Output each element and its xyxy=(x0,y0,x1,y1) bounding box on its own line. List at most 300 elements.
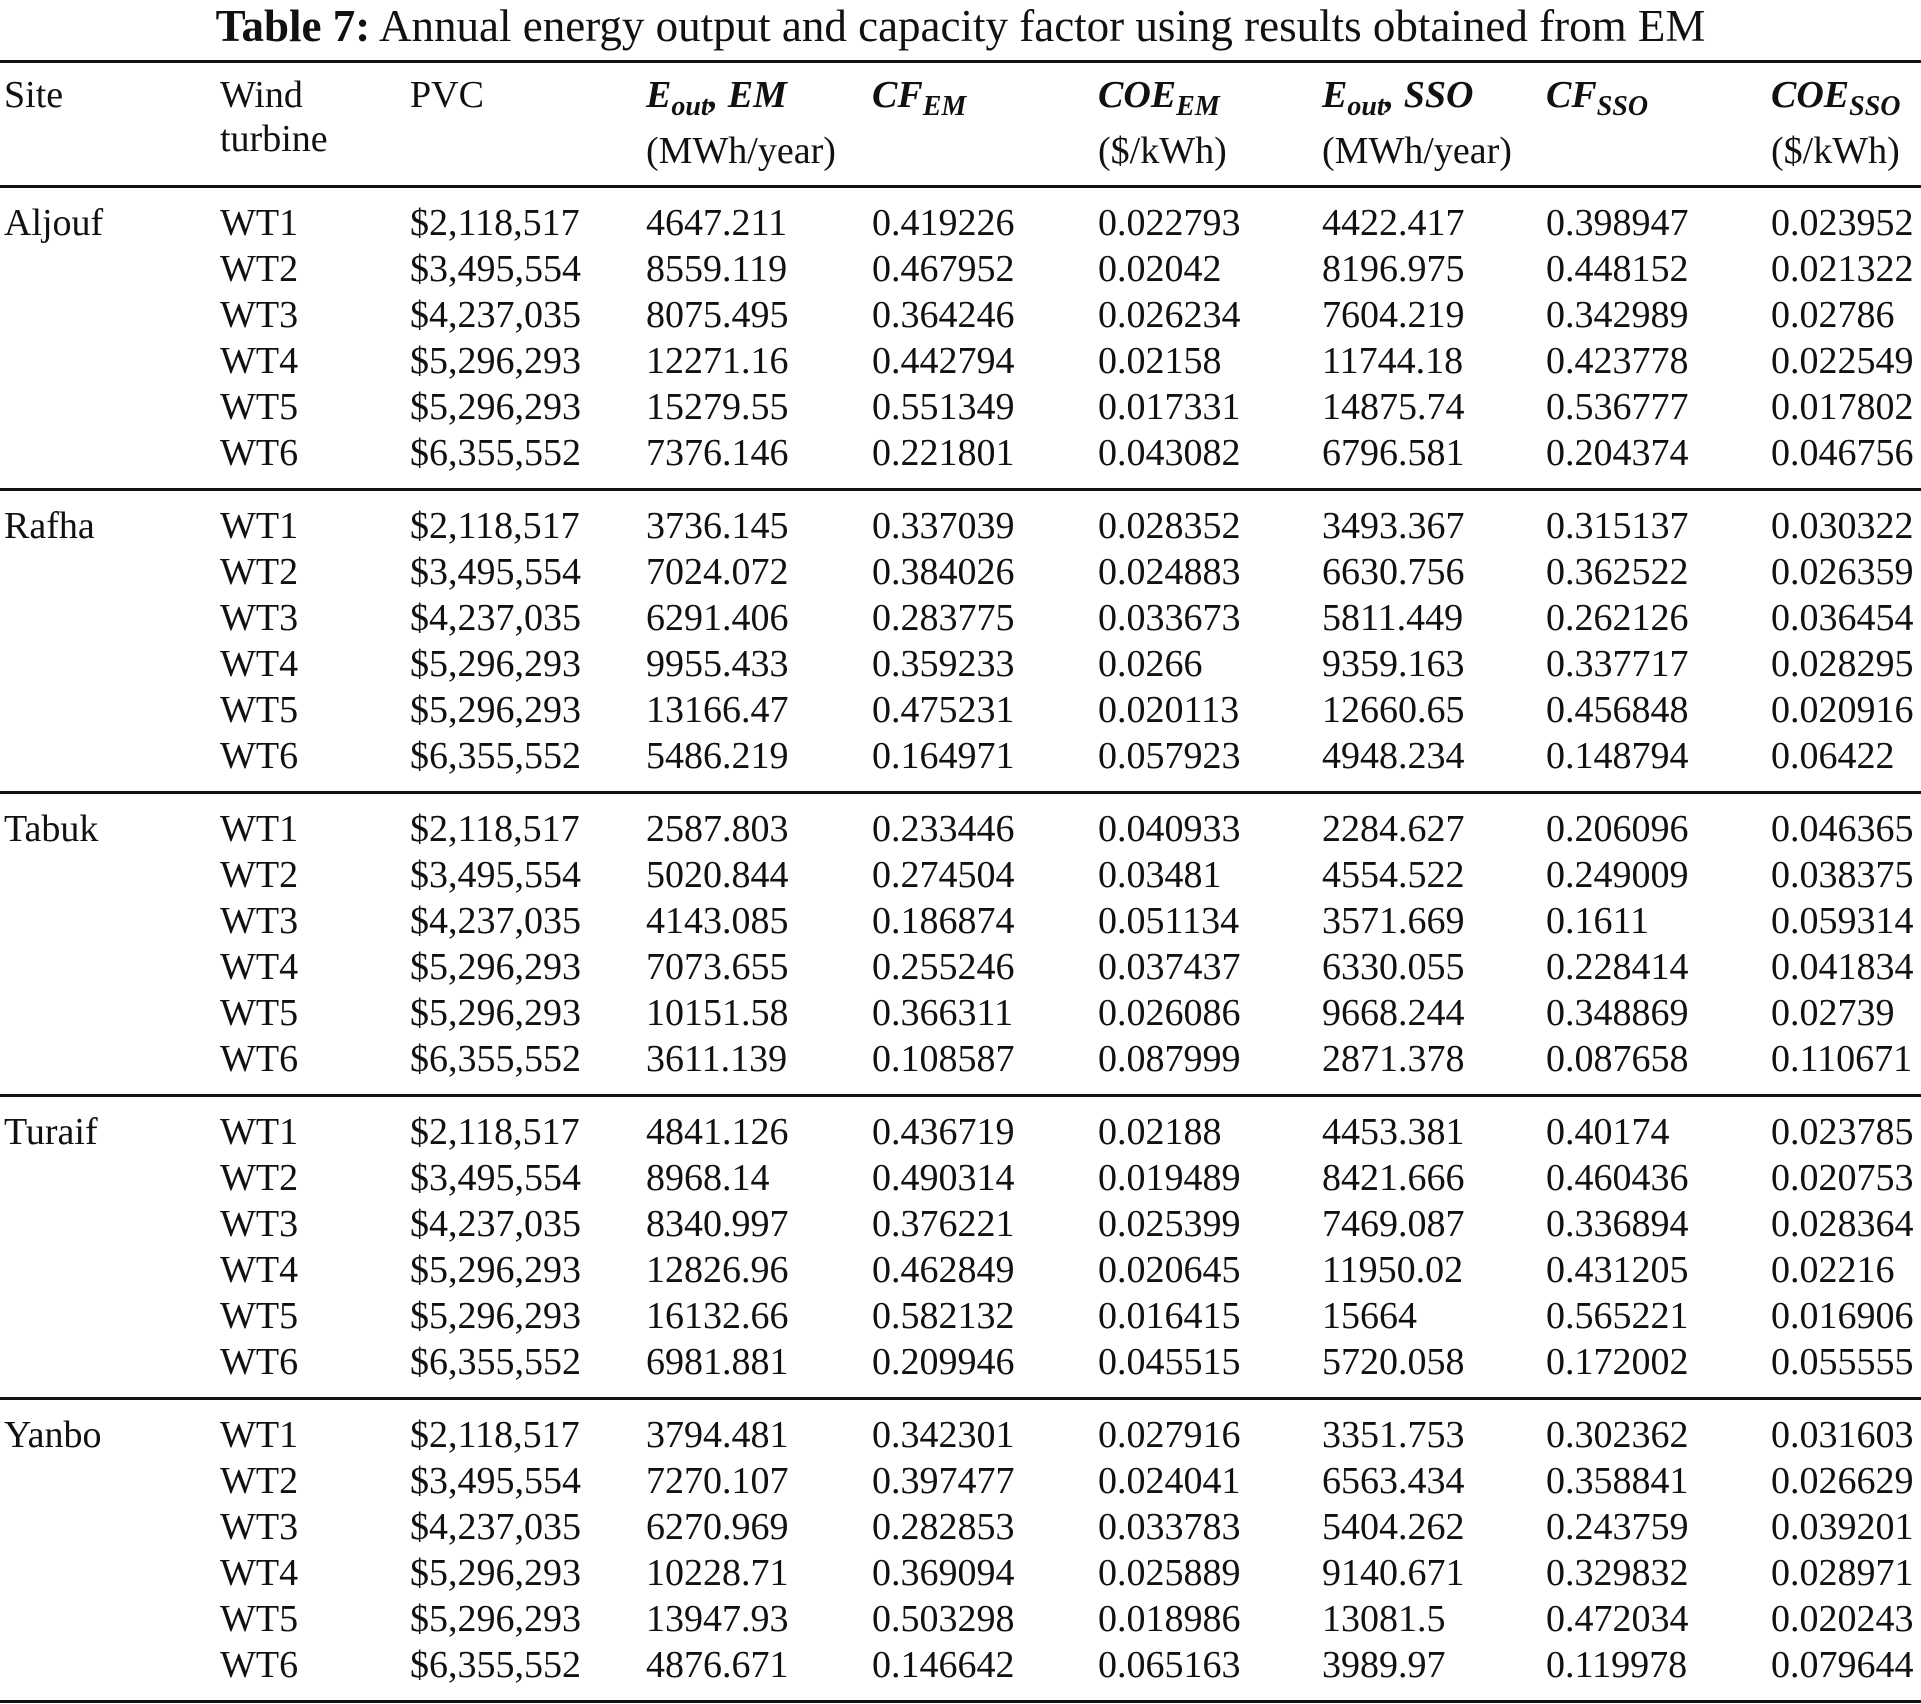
cell-coe-sso: 0.055555 xyxy=(1771,1341,1914,1383)
site-cell xyxy=(0,1550,216,1596)
cell-eout-sso: 5811.449 xyxy=(1322,597,1464,639)
cell-wind-turbine: WT5 xyxy=(220,992,299,1034)
table-row xyxy=(0,1458,1921,1504)
cell-wind-turbine: WT1 xyxy=(220,505,299,547)
cell-coe-sso: 0.028971 xyxy=(1771,1552,1914,1594)
table-row xyxy=(0,549,1921,595)
cell-coe-sso: 0.026629 xyxy=(1771,1460,1914,1502)
table-row xyxy=(0,944,1921,990)
cell-coe-em: 0.02188 xyxy=(1098,1111,1222,1153)
cell-cf-sso: 0.249009 xyxy=(1546,854,1689,896)
table-row xyxy=(0,1504,1921,1550)
cell-pvc: $3,495,554 xyxy=(410,1460,581,1502)
site-cell xyxy=(0,1596,216,1642)
cell-eout-em: 2587.803 xyxy=(646,808,789,850)
table-row xyxy=(0,641,1921,687)
cell-coe-sso: 0.039201 xyxy=(1771,1506,1914,1548)
table-header xyxy=(0,62,1921,187)
cell-eout-sso: 14875.74 xyxy=(1322,386,1465,428)
header-eout-em: $E_{out}$, EM (MWh/year) xyxy=(646,74,836,172)
table-row xyxy=(0,687,1921,733)
cell-cf-em: 0.503298 xyxy=(872,1598,1015,1640)
table-row xyxy=(0,1339,1921,1399)
cell-wind-turbine: WT3 xyxy=(220,597,299,639)
cell-coe-sso: 0.06422 xyxy=(1771,735,1895,777)
cell-wind-turbine: WT6 xyxy=(220,735,299,777)
cell-cf-em: 0.366311 xyxy=(872,992,1014,1034)
cell-pvc: $4,237,035 xyxy=(410,597,581,639)
table-row xyxy=(0,246,1921,292)
table-row xyxy=(0,1155,1921,1201)
site-cell xyxy=(0,641,216,687)
cell-eout-em: 10228.71 xyxy=(646,1552,789,1594)
cell-cf-sso: 0.243759 xyxy=(1546,1506,1689,1548)
cell-pvc: $4,237,035 xyxy=(410,1203,581,1245)
cell-wind-turbine: WT4 xyxy=(220,643,299,685)
cell-wind-turbine: WT2 xyxy=(220,248,299,290)
cell-pvc: $5,296,293 xyxy=(410,340,581,382)
cell-wind-turbine: WT1 xyxy=(220,1414,299,1456)
cell-coe-em: 0.028352 xyxy=(1098,505,1241,547)
cell-coe-em: 0.024883 xyxy=(1098,551,1241,593)
cell-cf-sso: 0.342989 xyxy=(1546,294,1689,336)
site-cell xyxy=(0,292,216,338)
table-row xyxy=(0,1399,1921,1459)
table-caption xyxy=(0,0,1921,52)
cell-coe-em: 0.037437 xyxy=(1098,946,1241,988)
cell-eout-em: 8340.997 xyxy=(646,1203,789,1245)
cell-eout-em: 12271.16 xyxy=(646,340,789,382)
cell-wind-turbine: WT3 xyxy=(220,900,299,942)
cell-eout-em: 5020.844 xyxy=(646,854,789,896)
cell-coe-sso: 0.020753 xyxy=(1771,1157,1914,1199)
cell-pvc: $2,118,517 xyxy=(410,1111,580,1153)
cell-coe-em: 0.0266 xyxy=(1098,643,1203,685)
cell-eout-sso: 3493.367 xyxy=(1322,505,1465,547)
cell-wind-turbine: WT4 xyxy=(220,1249,299,1291)
header-row xyxy=(0,62,1921,187)
cell-coe-sso: 0.02786 xyxy=(1771,294,1895,336)
cell-cf-sso: 0.398947 xyxy=(1546,202,1689,244)
cell-coe-sso: 0.031603 xyxy=(1771,1414,1914,1456)
cell-coe-em: 0.022793 xyxy=(1098,202,1241,244)
cell-wind-turbine: WT4 xyxy=(220,340,299,382)
cell-eout-em: 4143.085 xyxy=(646,900,789,942)
site-group xyxy=(0,1096,1921,1399)
cell-coe-em: 0.03481 xyxy=(1098,854,1222,896)
cell-pvc: $3,495,554 xyxy=(410,248,581,290)
cell-coe-em: 0.065163 xyxy=(1098,1644,1241,1686)
cell-eout-em: 8968.14 xyxy=(646,1157,770,1199)
cell-pvc: $5,296,293 xyxy=(410,643,581,685)
cell-coe-sso: 0.02216 xyxy=(1771,1249,1895,1291)
cell-coe-sso: 0.022549 xyxy=(1771,340,1914,382)
cell-eout-em: 10151.58 xyxy=(646,992,789,1034)
header-cf-em: $CF_{EM}$ xyxy=(872,74,967,122)
cell-cf-em: 0.221801 xyxy=(872,432,1015,474)
cell-cf-sso: 0.262126 xyxy=(1546,597,1689,639)
cell-pvc: $5,296,293 xyxy=(410,946,581,988)
cell-cf-em: 0.337039 xyxy=(872,505,1015,547)
header-coe-sso: $COE_{SSO}$ ($/kWh) xyxy=(1771,74,1901,172)
cell-pvc: $3,495,554 xyxy=(410,1157,581,1199)
cell-eout-em: 13166.47 xyxy=(646,689,789,731)
cell-eout-em: 3611.139 xyxy=(646,1038,788,1080)
cell-coe-sso: 0.046756 xyxy=(1771,432,1914,474)
cell-cf-em: 0.397477 xyxy=(872,1460,1015,1502)
cell-pvc: $5,296,293 xyxy=(410,1598,581,1640)
cell-coe-em: 0.027916 xyxy=(1098,1414,1241,1456)
cell-eout-em: 3794.481 xyxy=(646,1414,789,1456)
cell-wind-turbine: WT3 xyxy=(220,294,299,336)
table-row xyxy=(0,187,1921,247)
cell-eout-em: 7024.072 xyxy=(646,551,789,593)
cell-eout-em: 6981.881 xyxy=(646,1341,789,1383)
cell-pvc: $6,355,552 xyxy=(410,1038,581,1080)
cell-pvc: $6,355,552 xyxy=(410,432,581,474)
cell-pvc: $6,355,552 xyxy=(410,735,581,777)
cell-cf-em: 0.255246 xyxy=(872,946,1015,988)
cell-eout-sso: 4554.522 xyxy=(1322,854,1465,896)
cell-cf-em: 0.274504 xyxy=(872,854,1015,896)
cell-eout-em: 8559.119 xyxy=(646,248,788,290)
site-cell xyxy=(0,430,216,490)
table-row xyxy=(0,852,1921,898)
cell-cf-em: 0.283775 xyxy=(872,597,1015,639)
cell-eout-sso: 5720.058 xyxy=(1322,1341,1465,1383)
cell-coe-sso: 0.028295 xyxy=(1771,643,1914,685)
cell-eout-sso: 4453.381 xyxy=(1322,1111,1465,1153)
cell-coe-em: 0.018986 xyxy=(1098,1598,1241,1640)
cell-eout-sso: 6796.581 xyxy=(1322,432,1465,474)
cell-eout-sso: 13081.5 xyxy=(1322,1598,1446,1640)
cell-wind-turbine: WT1 xyxy=(220,808,299,850)
cell-pvc: $4,237,035 xyxy=(410,900,581,942)
header-pvc: PVC xyxy=(410,74,484,116)
cell-coe-em: 0.02158 xyxy=(1098,340,1222,382)
cell-eout-sso: 11744.18 xyxy=(1322,340,1464,382)
table-row xyxy=(0,990,1921,1036)
table-row xyxy=(0,1293,1921,1339)
cell-eout-em: 4647.211 xyxy=(646,202,788,244)
cell-cf-em: 0.462849 xyxy=(872,1249,1015,1291)
cell-eout-sso: 15664 xyxy=(1322,1295,1417,1337)
cell-eout-sso: 6630.756 xyxy=(1322,551,1465,593)
cell-pvc: $6,355,552 xyxy=(410,1341,581,1383)
table-row xyxy=(0,1036,1921,1096)
table-row xyxy=(0,338,1921,384)
cell-pvc: $2,118,517 xyxy=(410,505,580,547)
site-cell xyxy=(0,733,216,793)
cell-pvc: $4,237,035 xyxy=(410,1506,581,1548)
cell-cf-sso: 0.206096 xyxy=(1546,808,1689,850)
cell-coe-sso: 0.023785 xyxy=(1771,1111,1914,1153)
table-row xyxy=(0,793,1921,853)
cell-wind-turbine: WT5 xyxy=(220,386,299,428)
cell-coe-em: 0.057923 xyxy=(1098,735,1241,777)
table-row xyxy=(0,1201,1921,1247)
site-cell: Aljouf xyxy=(4,202,104,244)
cell-pvc: $3,495,554 xyxy=(410,854,581,896)
cell-eout-em: 7376.146 xyxy=(646,432,789,474)
cell-coe-sso: 0.030322 xyxy=(1771,505,1914,547)
cell-wind-turbine: WT3 xyxy=(220,1506,299,1548)
cell-eout-sso: 6563.434 xyxy=(1322,1460,1465,1502)
cell-pvc: $5,296,293 xyxy=(410,386,581,428)
cell-coe-em: 0.051134 xyxy=(1098,900,1240,942)
cell-wind-turbine: WT1 xyxy=(220,202,299,244)
cell-cf-sso: 0.456848 xyxy=(1546,689,1689,731)
cell-wind-turbine: WT1 xyxy=(220,1111,299,1153)
cell-cf-sso: 0.348869 xyxy=(1546,992,1689,1034)
cell-coe-em: 0.033673 xyxy=(1098,597,1241,639)
cell-wind-turbine: WT6 xyxy=(220,1038,299,1080)
cell-pvc: $5,296,293 xyxy=(410,689,581,731)
cell-eout-sso: 8196.975 xyxy=(1322,248,1465,290)
site-cell: Yanbo xyxy=(4,1414,102,1456)
cell-wind-turbine: WT2 xyxy=(220,551,299,593)
cell-cf-sso: 0.1611 xyxy=(1546,900,1650,942)
cell-coe-em: 0.016415 xyxy=(1098,1295,1241,1337)
header-eout-sso: $E_{out}$, SSO (MWh/year) xyxy=(1322,74,1512,172)
header-coe-em: $COE_{EM}$ ($/kWh) xyxy=(1098,74,1227,172)
cell-eout-sso: 7469.087 xyxy=(1322,1203,1465,1245)
site-cell xyxy=(0,990,216,1036)
header-cf-sso: $CF_{SSO}$ xyxy=(1546,74,1649,122)
cell-eout-em: 6270.969 xyxy=(646,1506,789,1548)
cell-coe-sso: 0.020916 xyxy=(1771,689,1914,731)
cell-eout-sso: 8421.666 xyxy=(1322,1157,1465,1199)
site-group xyxy=(0,793,1921,1096)
cell-eout-em: 15279.55 xyxy=(646,386,789,428)
cell-wind-turbine: WT4 xyxy=(220,946,299,988)
cell-cf-sso: 0.565221 xyxy=(1546,1295,1689,1337)
cell-eout-em: 4841.126 xyxy=(646,1111,789,1153)
cell-coe-sso: 0.041834 xyxy=(1771,946,1914,988)
cell-wind-turbine: WT5 xyxy=(220,689,299,731)
site-group xyxy=(0,1399,1921,1702)
site-cell: Tabuk xyxy=(4,808,99,850)
site-cell xyxy=(0,338,216,384)
site-cell xyxy=(0,1504,216,1550)
caption-label: Table 7: xyxy=(215,1,371,51)
cell-pvc: $6,355,552 xyxy=(410,1644,581,1686)
site-cell xyxy=(0,1642,216,1702)
header-wind-turbine: Wind turbine xyxy=(220,74,328,160)
cell-coe-em: 0.033783 xyxy=(1098,1506,1241,1548)
cell-cf-sso: 0.302362 xyxy=(1546,1414,1689,1456)
site-cell xyxy=(0,687,216,733)
cell-wind-turbine: WT6 xyxy=(220,1341,299,1383)
cell-cf-em: 0.364246 xyxy=(872,294,1015,336)
cell-eout-em: 12826.96 xyxy=(646,1249,789,1291)
cell-eout-sso: 6330.055 xyxy=(1322,946,1465,988)
table-row xyxy=(0,430,1921,490)
cell-coe-em: 0.019489 xyxy=(1098,1157,1241,1199)
cell-coe-sso: 0.059314 xyxy=(1771,900,1914,942)
cell-coe-em: 0.02042 xyxy=(1098,248,1222,290)
cell-coe-em: 0.043082 xyxy=(1098,432,1241,474)
cell-coe-sso: 0.026359 xyxy=(1771,551,1914,593)
cell-cf-em: 0.490314 xyxy=(872,1157,1015,1199)
table-row xyxy=(0,292,1921,338)
site-cell xyxy=(0,898,216,944)
cell-cf-em: 0.233446 xyxy=(872,808,1015,850)
cell-coe-sso: 0.079644 xyxy=(1771,1644,1914,1686)
table-row xyxy=(0,384,1921,430)
cell-eout-em: 4876.671 xyxy=(646,1644,789,1686)
site-cell xyxy=(0,1036,216,1096)
site-cell xyxy=(0,549,216,595)
table-row xyxy=(0,1550,1921,1596)
site-cell xyxy=(0,1458,216,1504)
table-row xyxy=(0,1096,1921,1156)
cell-eout-em: 16132.66 xyxy=(646,1295,789,1337)
table-row xyxy=(0,595,1921,641)
site-cell xyxy=(0,852,216,898)
cell-eout-sso: 9140.671 xyxy=(1322,1552,1465,1594)
cell-eout-em: 7073.655 xyxy=(646,946,789,988)
cell-cf-em: 0.209946 xyxy=(872,1341,1015,1383)
site-cell xyxy=(0,944,216,990)
cell-eout-sso: 7604.219 xyxy=(1322,294,1465,336)
cell-cf-sso: 0.204374 xyxy=(1546,432,1689,474)
site-cell: Turaif xyxy=(4,1111,98,1153)
cell-coe-em: 0.020113 xyxy=(1098,689,1240,731)
cell-coe-em: 0.025889 xyxy=(1098,1552,1241,1594)
cell-cf-em: 0.369094 xyxy=(872,1552,1015,1594)
cell-cf-em: 0.475231 xyxy=(872,689,1015,731)
cell-wind-turbine: WT3 xyxy=(220,1203,299,1245)
cell-cf-sso: 0.148794 xyxy=(1546,735,1689,777)
cell-cf-sso: 0.362522 xyxy=(1546,551,1689,593)
cell-eout-em: 13947.93 xyxy=(646,1598,789,1640)
cell-coe-sso: 0.028364 xyxy=(1771,1203,1914,1245)
cell-cf-sso: 0.40174 xyxy=(1546,1111,1670,1153)
cell-eout-em: 3736.145 xyxy=(646,505,789,547)
cell-coe-sso: 0.020243 xyxy=(1771,1598,1914,1640)
cell-pvc: $3,495,554 xyxy=(410,551,581,593)
cell-coe-em: 0.040933 xyxy=(1098,808,1241,850)
cell-eout-sso: 5404.262 xyxy=(1322,1506,1465,1548)
site-cell xyxy=(0,1201,216,1247)
site-cell xyxy=(0,1293,216,1339)
cell-wind-turbine: WT2 xyxy=(220,1460,299,1502)
cell-eout-sso: 4422.417 xyxy=(1322,202,1465,244)
cell-eout-em: 9955.433 xyxy=(646,643,789,685)
cell-coe-em: 0.026086 xyxy=(1098,992,1241,1034)
cell-eout-em: 8075.495 xyxy=(646,294,789,336)
cell-coe-em: 0.024041 xyxy=(1098,1460,1241,1502)
cell-cf-em: 0.419226 xyxy=(872,202,1015,244)
cell-cf-em: 0.467952 xyxy=(872,248,1015,290)
cell-coe-em: 0.026234 xyxy=(1098,294,1241,336)
header-site: Site xyxy=(4,74,64,116)
cell-eout-sso: 11950.02 xyxy=(1322,1249,1464,1291)
cell-coe-em: 0.017331 xyxy=(1098,386,1241,428)
cell-cf-sso: 0.431205 xyxy=(1546,1249,1689,1291)
cell-cf-sso: 0.329832 xyxy=(1546,1552,1689,1594)
cell-cf-sso: 0.536777 xyxy=(1546,386,1689,428)
site-cell xyxy=(0,1155,216,1201)
site-cell xyxy=(0,384,216,430)
cell-cf-sso: 0.172002 xyxy=(1546,1341,1689,1383)
cell-pvc: $5,296,293 xyxy=(410,992,581,1034)
cell-wind-turbine: WT5 xyxy=(220,1295,299,1337)
table-row xyxy=(0,1642,1921,1702)
cell-eout-em: 6291.406 xyxy=(646,597,789,639)
cell-eout-sso: 9668.244 xyxy=(1322,992,1465,1034)
cell-pvc: $4,237,035 xyxy=(410,294,581,336)
cell-wind-turbine: WT2 xyxy=(220,1157,299,1199)
cell-cf-sso: 0.423778 xyxy=(1546,340,1689,382)
cell-eout-sso: 9359.163 xyxy=(1322,643,1465,685)
cell-coe-sso: 0.046365 xyxy=(1771,808,1914,850)
cell-eout-sso: 2871.378 xyxy=(1322,1038,1465,1080)
cell-cf-sso: 0.336894 xyxy=(1546,1203,1689,1245)
cell-cf-em: 0.108587 xyxy=(872,1038,1015,1080)
cell-cf-sso: 0.358841 xyxy=(1546,1460,1689,1502)
cell-cf-em: 0.582132 xyxy=(872,1295,1015,1337)
site-cell xyxy=(0,246,216,292)
site-cell xyxy=(0,1247,216,1293)
table-row xyxy=(0,1596,1921,1642)
cell-coe-sso: 0.023952 xyxy=(1771,202,1914,244)
cell-eout-sso: 3351.753 xyxy=(1322,1414,1465,1456)
cell-cf-em: 0.342301 xyxy=(872,1414,1015,1456)
cell-coe-em: 0.045515 xyxy=(1098,1341,1241,1383)
cell-pvc: $5,296,293 xyxy=(410,1295,581,1337)
cell-eout-em: 5486.219 xyxy=(646,735,789,777)
cell-cf-em: 0.442794 xyxy=(872,340,1015,382)
cell-coe-sso: 0.016906 xyxy=(1771,1295,1914,1337)
cell-cf-em: 0.551349 xyxy=(872,386,1015,428)
cell-eout-sso: 3571.669 xyxy=(1322,900,1465,942)
cell-coe-sso: 0.02739 xyxy=(1771,992,1895,1034)
cell-coe-em: 0.020645 xyxy=(1098,1249,1241,1291)
cell-eout-sso: 4948.234 xyxy=(1322,735,1465,777)
cell-cf-em: 0.146642 xyxy=(872,1644,1015,1686)
cell-cf-sso: 0.087658 xyxy=(1546,1038,1689,1080)
cell-coe-sso: 0.036454 xyxy=(1771,597,1914,639)
table-row xyxy=(0,1247,1921,1293)
cell-cf-em: 0.282853 xyxy=(872,1506,1015,1548)
cell-cf-sso: 0.119978 xyxy=(1546,1644,1688,1686)
site-group xyxy=(0,490,1921,793)
site-cell xyxy=(0,595,216,641)
cell-cf-em: 0.359233 xyxy=(872,643,1015,685)
cell-cf-em: 0.164971 xyxy=(872,735,1015,777)
cell-cf-sso: 0.337717 xyxy=(1546,643,1689,685)
cell-cf-sso: 0.448152 xyxy=(1546,248,1689,290)
cell-cf-em: 0.436719 xyxy=(872,1111,1015,1153)
cell-wind-turbine: WT6 xyxy=(220,1644,299,1686)
cell-coe-sso: 0.038375 xyxy=(1771,854,1914,896)
results-table xyxy=(0,60,1921,1703)
cell-coe-em: 0.087999 xyxy=(1098,1038,1241,1080)
cell-pvc: $5,296,293 xyxy=(410,1249,581,1291)
cell-cf-em: 0.376221 xyxy=(872,1203,1015,1245)
cell-cf-sso: 0.228414 xyxy=(1546,946,1689,988)
cell-cf-em: 0.186874 xyxy=(872,900,1015,942)
site-cell: Rafha xyxy=(4,505,95,547)
cell-wind-turbine: WT2 xyxy=(220,854,299,896)
cell-cf-em: 0.384026 xyxy=(872,551,1015,593)
cell-pvc: $2,118,517 xyxy=(410,808,580,850)
site-group xyxy=(0,187,1921,490)
cell-wind-turbine: WT6 xyxy=(220,432,299,474)
cell-eout-sso: 12660.65 xyxy=(1322,689,1465,731)
